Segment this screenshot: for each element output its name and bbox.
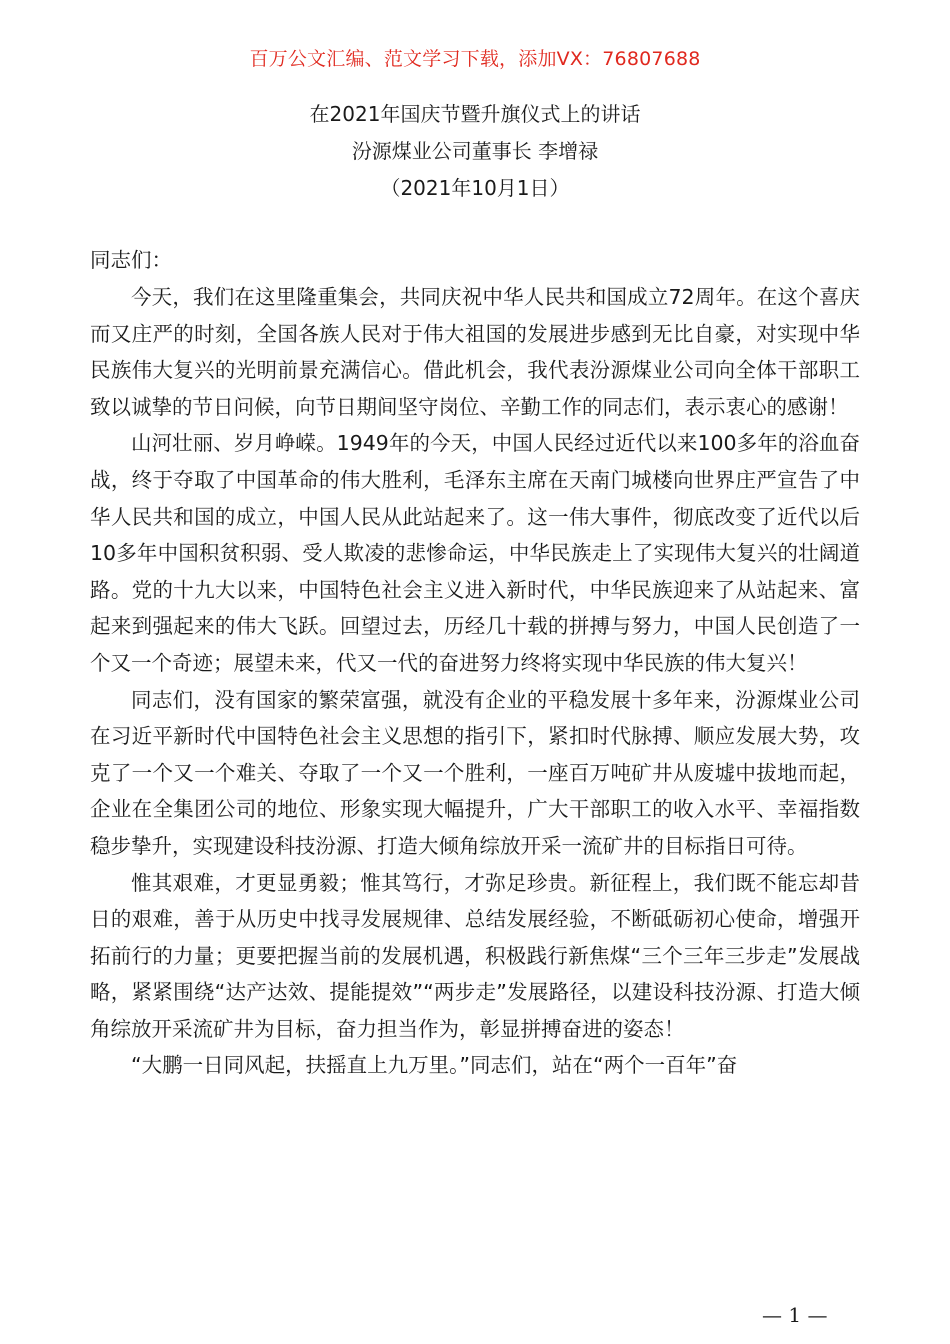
speaker-line: 汾源煤业公司董事长 李增禄 (351, 139, 599, 163)
page-number: — 1 — (762, 1303, 828, 1327)
watermark-banner: 百万公文汇编、范文学习下载，添加VX：76807688 (249, 48, 701, 70)
paragraph: 同志们，没有国家的繁荣富强，就没有企业的平稳发展十多年来，汾源煤业公司在习近平新时代中国特色社会主义思想的指引下，紧扣时代脉搏、顺应发展大势，攻克了一个又一个难关、夺取了一个又一个胜利，一座百万吨矿井从废墟中拔地而起，企业在全集团公司的地位、形象实现大幅提升，广大干部职工的收入水平、幸福指数稳步挚升，实现建设科技汾源、打造大倾角综放开采一流矿井的目标指日可待。 (90, 687, 860, 858)
document-title: 在2021年国庆节暨升旗仪式上的讲话 (309, 102, 641, 126)
paragraph: “大鹏一日同风起，扶摇直上九万里。”同志们，站在“两个一百年”奋 (131, 1053, 738, 1078)
paragraph: 今天，我们在这里隆重集会，共同庆祝中华人民共和国成立72周年。在这个喜庆而又庄严的时刻，全国各族人民对于伟大祖国的发展进步感到无比自豪，对实现中华民族伟大复兴的光明前景充满信心。借此机会，我代表汾源煤业公司向全体干部职工致以诚挚的节日问候，向节日期间坚守岗位、辛勤工作的同志们，表示衷心的感谢！ (90, 285, 860, 419)
salutation: 同志们： (90, 248, 172, 272)
title-block (0, 96, 950, 207)
paragraph: 惟其艰难，才更显勇毅；惟其笃行，才弥足珍贵。新征程上，我们既不能忘却昔日的艰难，善于从历史中找寻发展规律、总结发展经验，不断砥砺初心使命，增强开拓前行的力量；更要把握当前的发展机遇，积极践行新焦煤“三个三年三步走”发展战略，紧紧围绕“达产达效、提能提效”“两步走”发展路径，以建设科技汾源、打造大倾角综放开采流矿井为目标，奋力担当作为，彰显拼搏奋进的姿态！ (90, 870, 860, 1041)
speech-body (90, 279, 860, 1084)
date-line: （2021年10月1日） (380, 176, 570, 200)
paragraph: 山河壮丽、岁月峥嵘。1949年的今天，中国人民经过近代以来100多年的浴血奋战，终于夺取了中国革命的伟大胜利，毛泽东主席在天南门城楼向世界庄严宣告了中华人民共和国的成立，中国人民从此站起来了。这一伟大事件，彻底改变了近代以后10多年中国积贫积弱、受人欺凌的悲惨命运，中华民族走上了实现伟大复兴的壮阔道路。党的十九大以来，中国特色社会主义进入新时代，中华民族迎来了从站起来、富起来到强起来的伟大飞跃。回望过去，历经几十载的拼搏与努力，中国人民创造了一个又一个奇迹；展望未来，代又一代的奋进努力终将实现中华民族的伟大复兴！ (90, 431, 860, 675)
